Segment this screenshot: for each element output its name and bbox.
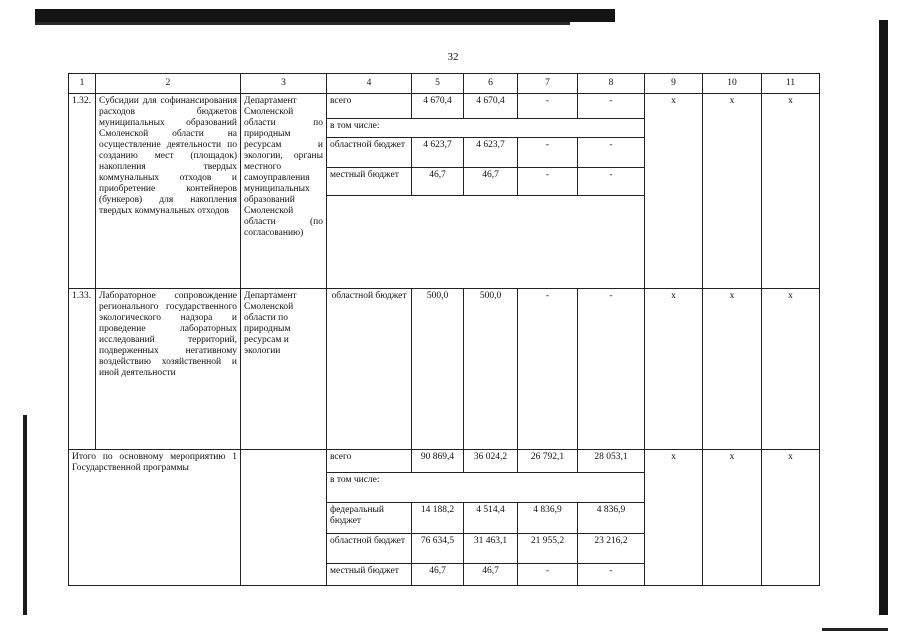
value-cell: - — [578, 289, 645, 450]
program-table — [68, 73, 820, 586]
source-cell: областной бюджет — [327, 534, 412, 564]
value-cell: 14 188,2 — [412, 503, 464, 534]
mark-cell: x — [762, 94, 820, 289]
header-cell: 11 — [762, 74, 820, 94]
scan-border-bottom — [822, 628, 888, 631]
scan-border-top-thin — [35, 22, 570, 25]
source-cell: областной бюджет — [327, 138, 412, 168]
header-cell: 2 — [96, 74, 241, 94]
value-cell: 46,7 — [464, 564, 518, 586]
header-row — [69, 74, 820, 94]
header-cell: 9 — [645, 74, 703, 94]
value-cell: 500,0 — [412, 289, 464, 450]
value-cell: 4 514,4 — [464, 503, 518, 534]
header-cell: 1 — [69, 74, 96, 94]
item-executor: Департамент Смоленской области по природным ресурсам и экологии — [241, 289, 327, 450]
page-number: 32 — [447, 51, 459, 63]
item-number: 1.32. — [69, 94, 96, 289]
header-cell: 6 — [464, 74, 518, 94]
source-cell: в том числе: — [327, 119, 645, 138]
value-cell: 26 792,1 — [518, 450, 578, 473]
value-cell: 46,7 — [464, 168, 518, 196]
value-cell: - — [578, 94, 645, 119]
header-cell: 10 — [703, 74, 762, 94]
item-executor: Департамент Смоленской области по природным ресурсам и экологии, органы местного самоуправления муниципальных образований Смоленской области (по согласованию) — [241, 94, 327, 289]
mark-cell: x — [703, 94, 762, 289]
value-cell: 46,7 — [412, 564, 464, 586]
value-cell: 4 623,7 — [412, 138, 464, 168]
value-cell: 90 869,4 — [412, 450, 464, 473]
mark-cell: x — [762, 450, 820, 586]
value-cell: 4 670,4 — [412, 94, 464, 119]
value-cell: 4 836,9 — [578, 503, 645, 534]
value-cell: - — [518, 138, 578, 168]
value-cell: 36 024,2 — [464, 450, 518, 473]
table-row — [69, 94, 820, 119]
value-cell: 4 836,9 — [518, 503, 578, 534]
scan-border-top — [35, 9, 615, 22]
header-cell: 5 — [412, 74, 464, 94]
value-cell: 21 955,2 — [518, 534, 578, 564]
source-cell: всего — [327, 450, 412, 473]
item-description: Лабораторное сопровождение регионального государственного экологического надзора и проведение лабораторных исследований территорий, подверженных негативному воздействию хозяйственной и иной деятельности — [96, 289, 241, 450]
item-number: 1.33. — [69, 289, 96, 450]
mark-cell: x — [645, 289, 703, 450]
value-cell: 46,7 — [412, 168, 464, 196]
source-cell: федеральный бюджет — [327, 503, 412, 534]
value-cell: 4 670,4 — [464, 94, 518, 119]
mark-cell: x — [645, 94, 703, 289]
table-row — [69, 450, 820, 473]
value-cell: 4 623,7 — [464, 138, 518, 168]
total-label: Итого по основному мероприятию 1 Государственной программы — [69, 450, 241, 586]
header-cell: 7 — [518, 74, 578, 94]
value-cell: - — [578, 138, 645, 168]
source-cell: местный бюджет — [327, 564, 412, 586]
value-cell: - — [518, 94, 578, 119]
header-cell: 3 — [241, 74, 327, 94]
source-cell: местный бюджет — [327, 168, 412, 196]
value-cell: - — [518, 289, 578, 450]
mark-cell: x — [703, 289, 762, 450]
mark-cell: x — [762, 289, 820, 450]
header-cell: 8 — [578, 74, 645, 94]
mark-cell: x — [703, 450, 762, 586]
source-cell: областной бюджет — [327, 289, 412, 450]
source-cell: всего — [327, 94, 412, 119]
value-cell: - — [518, 168, 578, 196]
value-cell: 23 216,2 — [578, 534, 645, 564]
scan-border-left — [23, 415, 27, 615]
value-cell: 31 463,1 — [464, 534, 518, 564]
value-cell: 500,0 — [464, 289, 518, 450]
value-cell: 28 053,1 — [578, 450, 645, 473]
item-description: Субсидии для софинансирования расходов бюджетов муниципальных образований Смоленской области на осуществление деятельности по созданию мест (площадок) накопления твердых коммунальных отходов и приобретение контейнеров (бункеров) для накопления твердых коммунальных отходов — [96, 94, 241, 289]
empty-cell — [327, 196, 645, 289]
value-cell: - — [518, 564, 578, 586]
value-cell: - — [578, 564, 645, 586]
header-cell: 4 — [327, 74, 412, 94]
empty-cell — [241, 450, 327, 586]
value-cell: - — [578, 168, 645, 196]
scan-border-right — [879, 20, 888, 615]
mark-cell: x — [645, 450, 703, 586]
table-row — [69, 289, 820, 450]
source-cell: в том числе: — [327, 473, 645, 503]
value-cell: 76 634,5 — [412, 534, 464, 564]
